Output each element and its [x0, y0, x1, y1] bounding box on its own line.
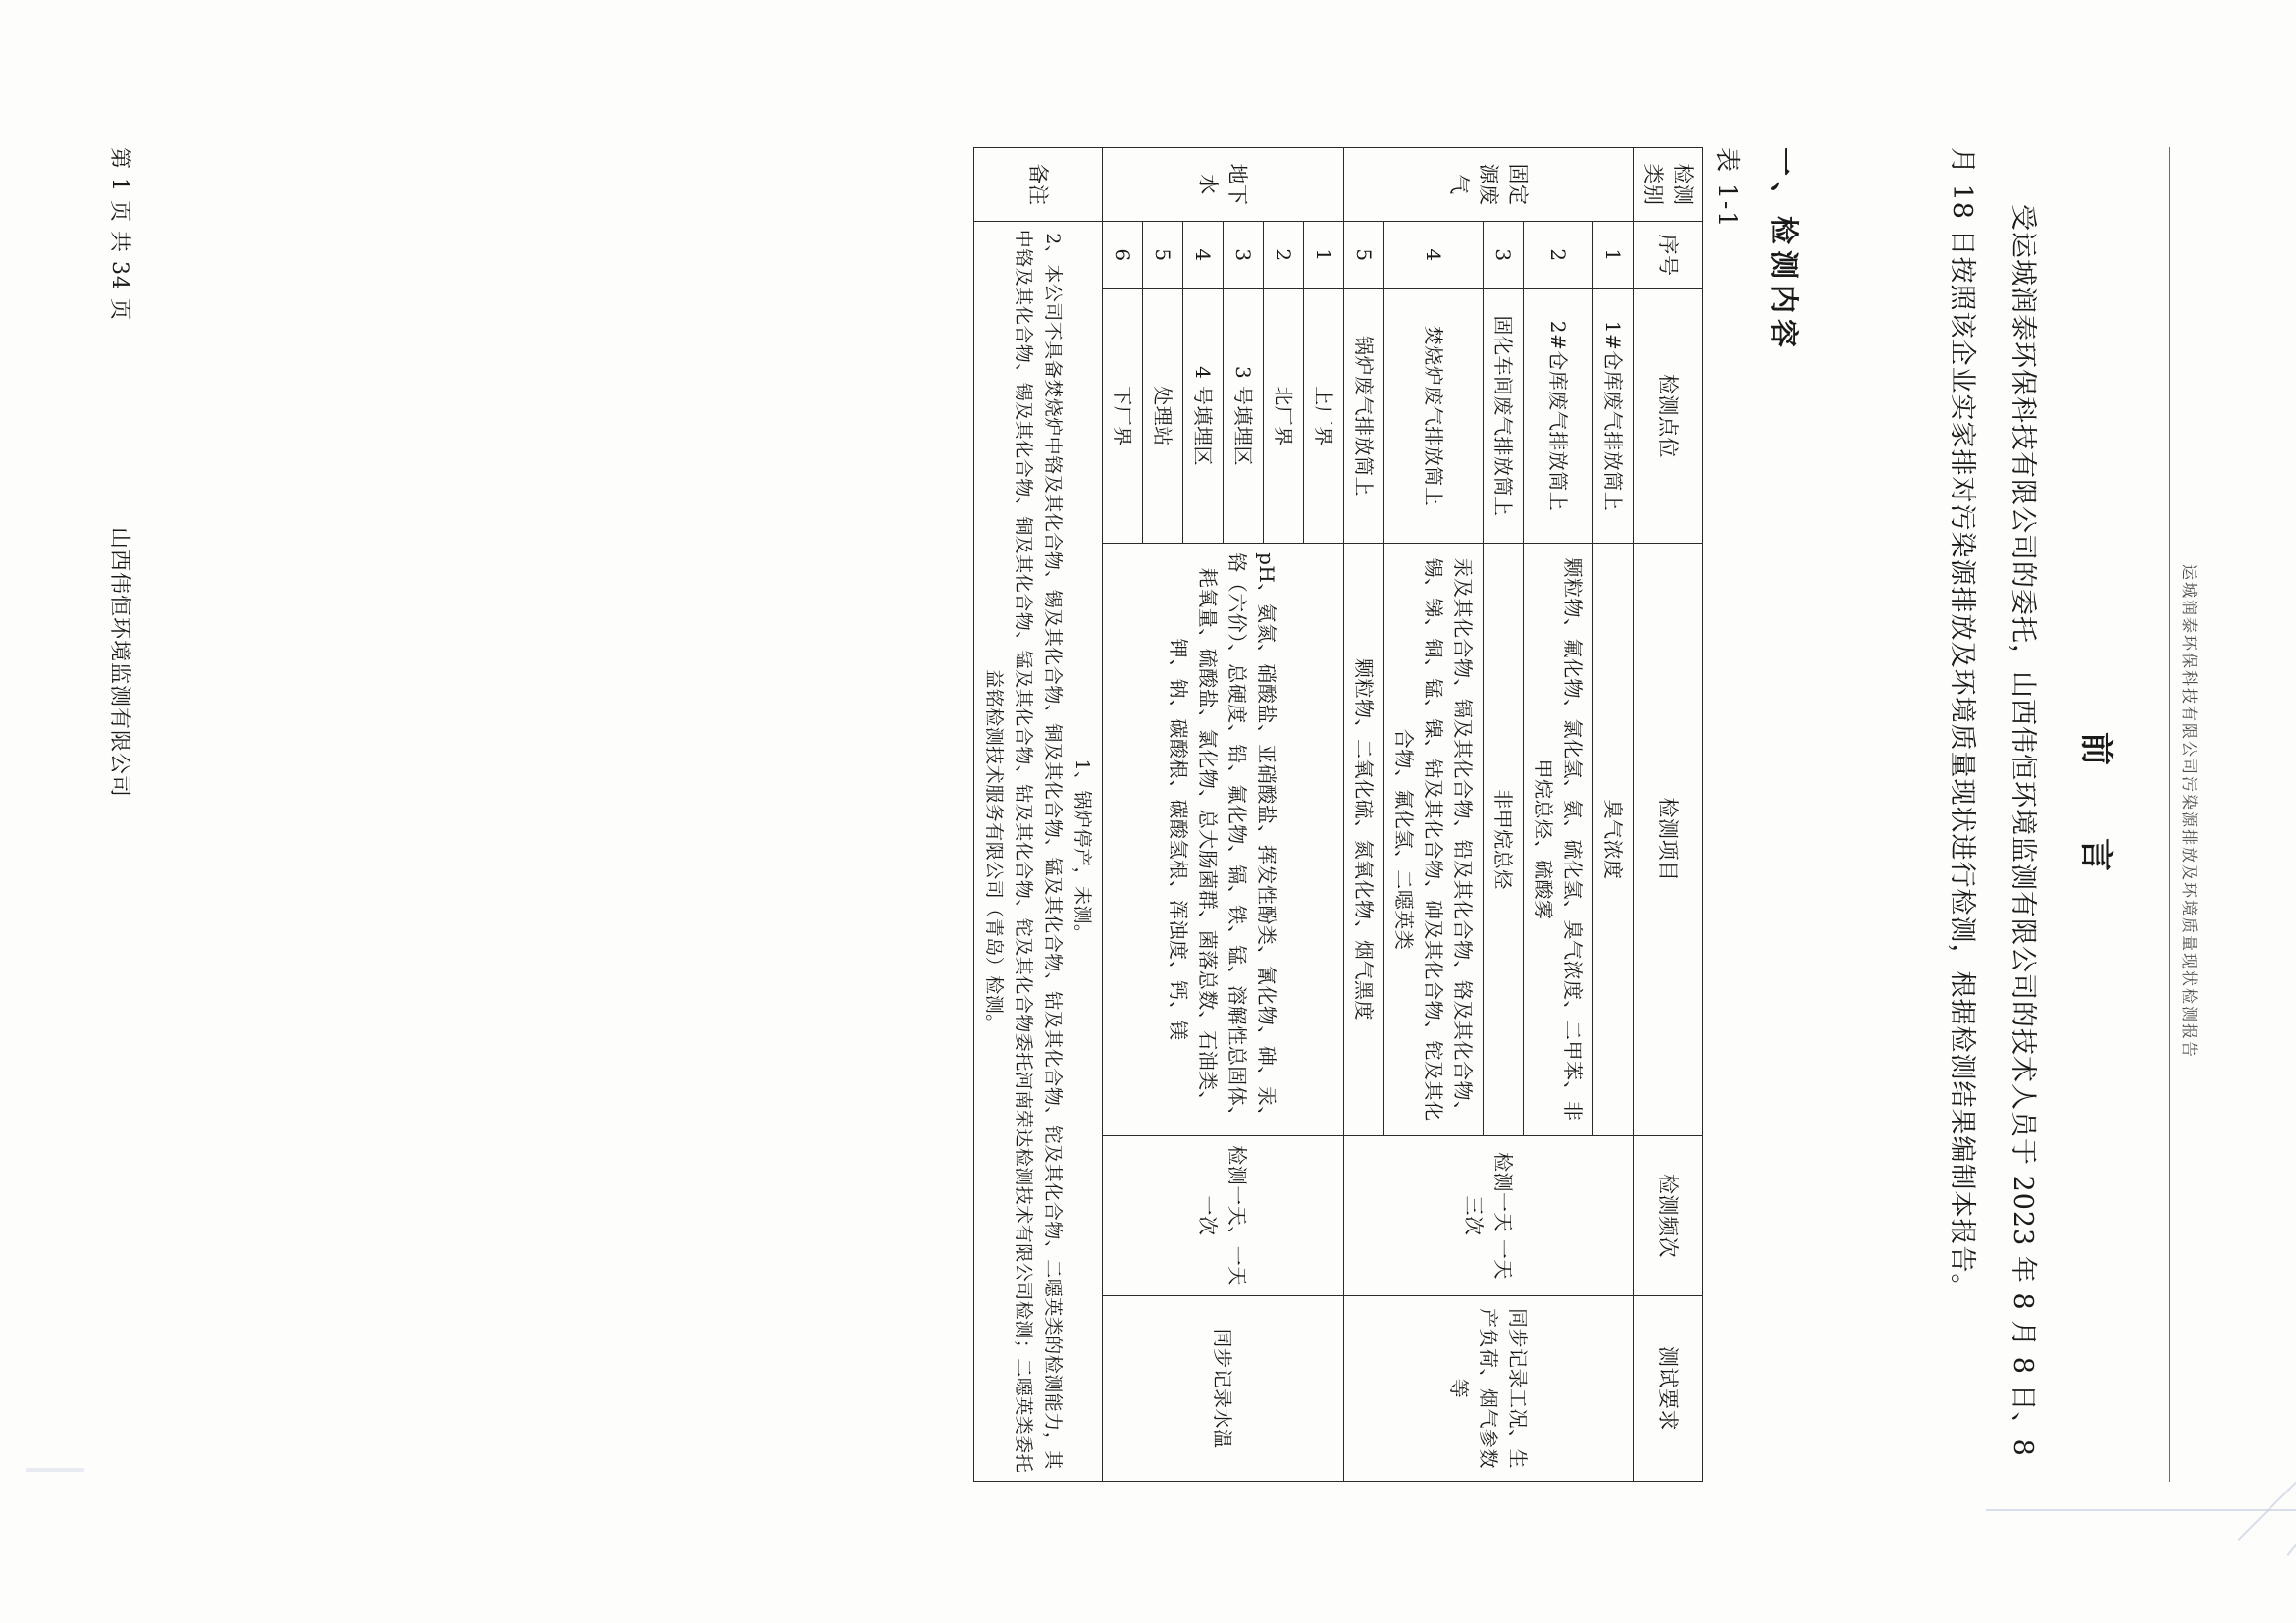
th-items: 检测项目	[1634, 544, 1703, 1136]
cell-no: 5	[1143, 222, 1183, 289]
th-requirement: 测试要求	[1634, 1296, 1703, 1482]
page-title: 前 言	[2076, 732, 2115, 891]
cell-requirement: 同步记录水温	[1103, 1296, 1344, 1482]
cell-items: 汞及其化合物、镉及其化合物、铅及其化合物、铬及其化合物、锡、锑、铜、锰、镍、钴及其化合物、砷及其化合物、铊及其化合物、氟化氢、二噁英类	[1384, 544, 1484, 1136]
table-caption: 表 1-1	[1713, 147, 1742, 230]
cell-items: 颗粒物、氟化物、氯化氢、氨、硫化氢、臭气浓度、二甲苯、非甲烷总烃、硫酸雾	[1524, 544, 1593, 1136]
cell-site: 锅炉废气排放筒上	[1344, 289, 1384, 544]
cell-remark-body	[974, 222, 1103, 1482]
cell-site: 北厂界	[1264, 289, 1304, 544]
cell-requirement: 同步记录工况、生产负荷、烟气参数等	[1344, 1296, 1634, 1482]
th-number: 序号	[1634, 222, 1703, 289]
th-frequency: 检测频次	[1634, 1136, 1703, 1296]
cell-site: 下厂界	[1103, 289, 1143, 544]
cell-no: 3	[1224, 222, 1264, 289]
cell-frequency: 检测一天 一天三次	[1344, 1136, 1634, 1296]
inspection-content-table	[973, 147, 1703, 1482]
cell-items: 颗粒物、二氧化硫、氮氧化物、烟气黑度	[1344, 544, 1384, 1136]
cell-category-waste-gas: 固定源废气	[1344, 148, 1634, 222]
cell-site: 固化车间废气排放筒上	[1484, 289, 1524, 544]
cell-site: 2#仓库废气排放筒上	[1524, 289, 1593, 544]
cell-no: 2	[1264, 222, 1304, 289]
footer-page-number: 第 1 页 共 34 页	[107, 147, 131, 321]
running-header: 运城润泰环保科技有限公司污染源排放及环境质量现状检测报告	[2180, 563, 2199, 1059]
cell-no: 4	[1183, 222, 1224, 289]
header-divider	[2169, 147, 2170, 1482]
cell-site: 上厂界	[1304, 289, 1344, 544]
cell-site: 3 号填埋区	[1224, 289, 1264, 544]
cell-no: 2	[1524, 222, 1593, 289]
th-site: 检测点位	[1634, 289, 1703, 544]
table-remark-row	[974, 148, 1103, 1482]
remark-line-2: 2、本公司不具备焚烧炉中铬及其化合物、锡及其化合物、铜及其化合物、锰及其化合物、钴及其化合物、铊及其化合物、二噁英类的检测能力，其中铬及其化合物、锡及其化合物、铜及其化合物、锰及其化合物、钴及其化合物、铊及其化合物委托河南荣达检测技术有限公司检测；二噁英类委托益铭检测技术服务有限公司（青岛）检测。	[983, 229, 1064, 1474]
footer-company: 山西伟恒环境监测有限公司	[107, 526, 131, 798]
th-category: 检测类别	[1634, 148, 1703, 222]
cell-site: 焚烧炉废气排放筒上	[1384, 289, 1484, 544]
cell-no: 4	[1384, 222, 1484, 289]
cell-no: 3	[1484, 222, 1524, 289]
cell-site: 1#仓库废气排放筒上	[1593, 289, 1634, 544]
table-row	[1593, 148, 1634, 1482]
cell-items: 非甲烷总烃	[1484, 544, 1524, 1136]
cell-site: 4 号填埋区	[1183, 289, 1224, 544]
cell-no: 1	[1593, 222, 1634, 289]
table-row	[1304, 148, 1344, 1482]
cell-no: 5	[1344, 222, 1384, 289]
cell-items: 臭气浓度	[1593, 544, 1634, 1136]
cell-remark-label: 备注	[974, 148, 1103, 222]
cell-site: 处理站	[1143, 289, 1183, 544]
cell-items: pH、氨氮、硝酸盐、亚硝酸盐、挥发性酚类、氰化物、砷、汞、铬（六价）、总硬度、铅、氟化物、镉、铁、锰、溶解性总固体、耗氧量、硫酸盐、氯化物、总大肠菌群、菌落总数、石油类、钾、钠、碳酸根、碳酸氢根、浑浊度、钙、镁	[1103, 544, 1344, 1136]
cell-category-groundwater: 地下水	[1103, 148, 1344, 222]
remark-line-1: 1、锅炉停产，未测。	[1071, 759, 1093, 944]
preface-paragraph: 受运城润泰环保科技有限公司的委托，山西伟恒环境监测有限公司的技术人员于 2023 年 8 月 8 日、8 月 18 日按照该企业实家排对污染源排放及环境质量现状进行检测，根据检测结果编制本报告。	[1947, 147, 2038, 1457]
cell-no: 1	[1304, 222, 1344, 289]
cell-frequency: 检测一天、一天一次	[1103, 1136, 1344, 1296]
page-footer	[106, 147, 136, 1482]
section-heading: 一、检测内容	[1767, 147, 1800, 354]
table-header-row	[1634, 148, 1703, 1482]
cell-no: 6	[1103, 222, 1143, 289]
